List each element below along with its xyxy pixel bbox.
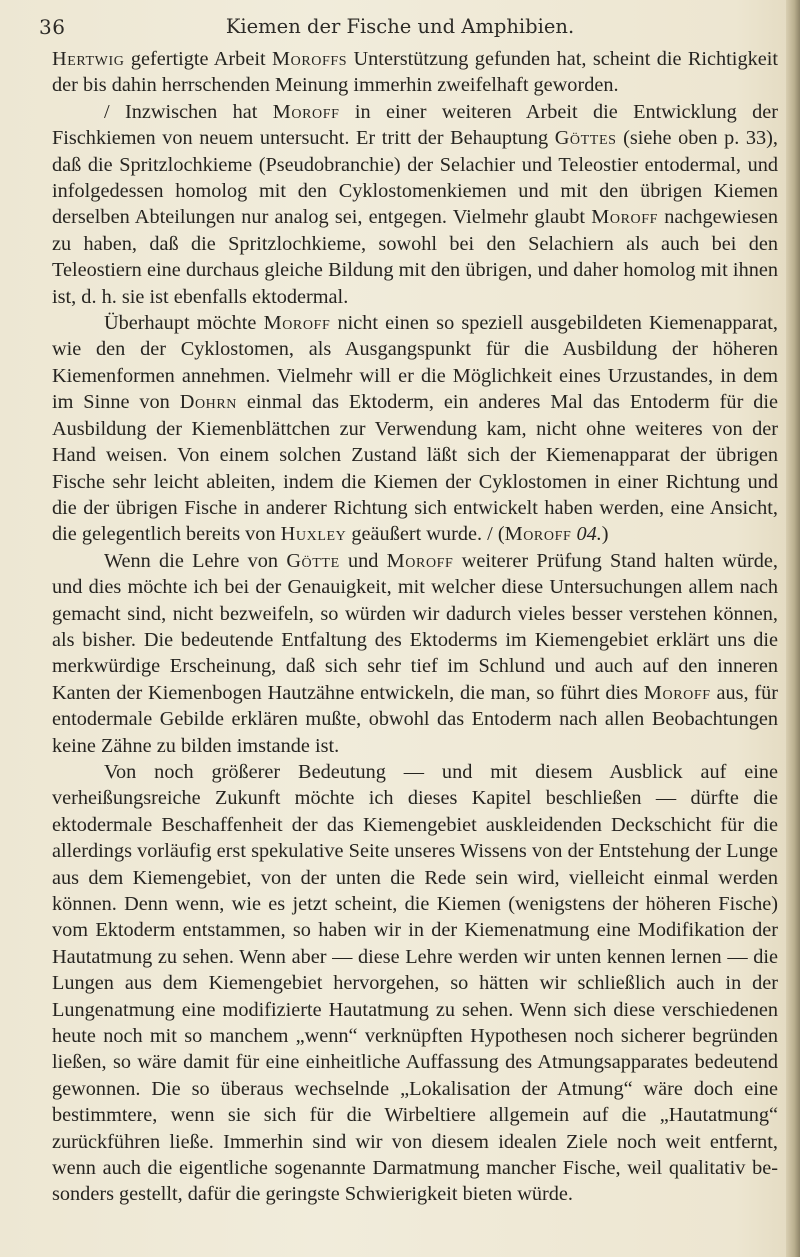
body-text (52, 46, 778, 1208)
text-run: gefertigte Arbeit (124, 48, 272, 70)
author-name: Moroff (386, 549, 454, 572)
author-name: Moroff (263, 312, 331, 335)
author-name: Moroff (504, 523, 572, 546)
text-run: Unterstützung gefunden hat, scheint die Richtigkeit der bis dahin herrschenden Meinung immerhin zweifelhaft geworden. (52, 48, 778, 97)
paragraph (52, 759, 778, 1208)
page-edge-shadow (786, 0, 800, 1257)
author-name: Dohrn (179, 391, 238, 414)
paragraph (52, 310, 778, 548)
text-run: nachgewiesen zu haben, daß die Spritzlochkieme, sowohl bei den Selachiern als auch bei den Teleostiern eine durchaus gleiche Bildung mit den übrigen, und daher homolog mit ihnen ist, d. h. sie ist ebenfalls ektodermal. (52, 206, 778, 308)
paragraph (52, 46, 778, 99)
citation-year: 04. (576, 523, 602, 546)
author-name: Huxley (280, 523, 347, 546)
text-run: geäußert wurde. / ( (346, 523, 505, 546)
text-run: (siehe oben p. 33), daß die Spritzlochkieme (Pseudobranchie) der Selachier und Teleostier entodermal, und infolgedessen homolog mit den Cyklostomenkiemen und mit den übrigen Kiemen derselben Abteilungen nur analog sei, entgegen. Vielmehr glaubt (52, 127, 778, 229)
paragraph (52, 99, 778, 310)
author-name: Moroff (643, 681, 711, 704)
text-run: Wenn die Lehre von (104, 549, 287, 572)
text-run: Von noch größerer Bedeutung — und mit diesem Ausblick auf eine verheißungsreiche Zukunft möchte ich dieses Kapitel beschließen — dürfte die ektodermale Beschaffenheit der das Kiemengebiet auskleidenden Deckschicht für die allerdings vorläufig erst spekulative Seite unseres Wissens von der Entstehung der Lunge aus dem Kiemengebiet, von der unten die Rede sein wird, vielleicht einmal werden können. Denn wenn, wie es jetzt scheint, die Kiemen (wenigstens der höheren Fische) vom Ektoderm entstammen, so haben wir in der Kiemenatmung eine Modifikation der Hautatmung zu sehen. Wenn aber — diese Lehre werden wir unten kennen lernen — die Lungen aus dem Kiemengebiet hervorgehen, so hätten wir schließlich auch in der Lungenatmung eine modifizierte Hautatmung zu sehen. Wenn sich diese verschiedenen heute noch mit so manchem „wenn“ verknüpften Hypothesen noch sicherer begründen ließen, so wäre damit für eine einheitliche Auffassung des Atmungsapparates bedeutend gewonnen. Die so überaus wechselnde „Lokalisation der Atmung“ wäre doch eine bestimmtere, wenn sie sich für die Wirbeltiere allgemein auf die „Hautatmung“ zurückführen ließe. Immerhin sind wir von diesem idealen Ziele noch weit entfernt, wenn auch die eigentliche sogenannte Darmatmung mancher Fische, weil qualitativ besonders gestellt, dafür die geringste Schwierigkeit bieten würde. (52, 760, 778, 1206)
author-name: Götte (286, 549, 340, 572)
author-name: Moroffs (271, 48, 348, 70)
text-run: nicht einen so speziell ausgebildeten Kiemenapparat, wie den der Cyklostomen, als Ausgangspunkt für die Ausbildung der höheren Kiemenformen annehmen. Vielmehr will er die Möglichkeit eines Urzustandes, in dem im Sinne von (52, 312, 779, 414)
running-head: Kiemen der Fische und Amphibien. (225, 15, 575, 38)
paragraph (52, 548, 778, 759)
text-run: / Inzwischen hat (104, 100, 273, 123)
author-name: Moroff (272, 100, 340, 123)
author-name: Göttes (554, 127, 617, 150)
page-header (0, 7, 800, 37)
text-run: in einer weiteren Arbeit die Entwicklung der Fischkiemen von neuem untersucht. Er tritt der Behauptung (52, 100, 778, 150)
text-run: und (339, 549, 387, 572)
author-name: Hertwig (52, 48, 125, 70)
page-number: 36 (39, 15, 66, 39)
text-run: weiterer Prüfung Stand halten würde, und dies möchte ich bei der Genauigkeit, mit welcher diese Untersuchungen allem nach gemacht sind, nicht bezweifeln, so würden wir dadurch vieles besser verstehen können, als bisher. Die bedeutende Entfaltung des Ektoderms im Kiemengebiet erklärt uns die merkwürdige Erscheinung, daß sich sehr tief im Schlund und auch auf den inneren Kanten der Kiemenbogen Hautzähne entwickeln, die man, so führt dies (52, 549, 778, 704)
text-run: Überhaupt möchte (104, 312, 264, 335)
text-run: aus, für entodermale Gebilde erklären mußte, obwohl das Entoderm nach allen Beobachtungen keine Zähne zu bilden imstande ist. (52, 681, 778, 757)
text-run: einmal das Ektoderm, ein anderes Mal das Entoderm für die Ausbildung der Kiemenblättchen zur Verwendung kam, nicht ohne weiteres von der Hand weisen. Von einem solchen Zustand läßt sich der Kiemenapparat der übrigen Fische sehr leicht ableiten, indem die Kiemen der Cyklostomen in einer Richtung und die der übrigen Fische in anderer Richtung sich entwickelt haben werden, eine Ansicht, die gelegentlich bereits von (52, 391, 778, 546)
text-run: ) (601, 523, 609, 546)
author-name: Moroff (591, 206, 659, 229)
